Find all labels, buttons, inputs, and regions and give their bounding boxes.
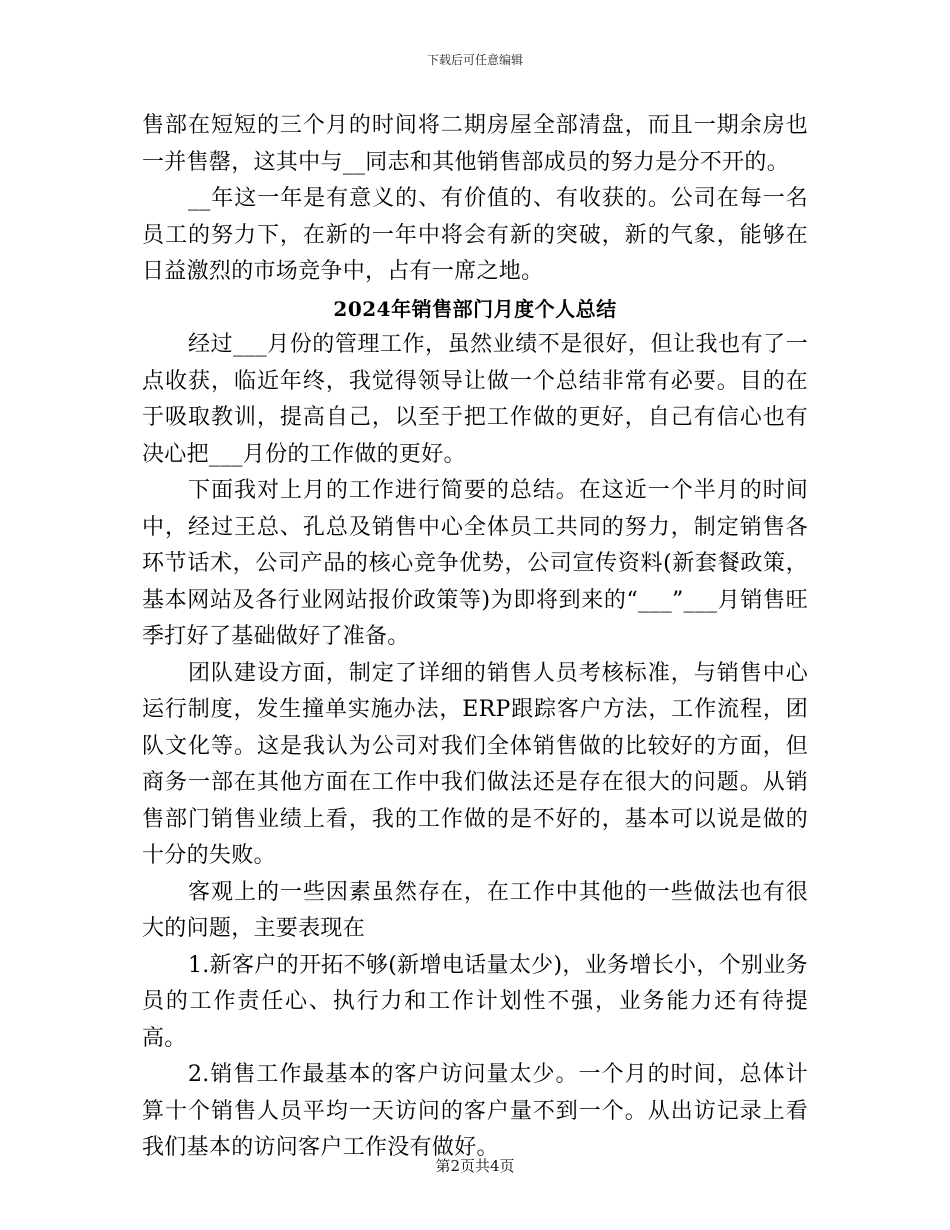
paragraph-intro: 经过___月份的管理工作，虽然业绩不是很好，但让我也有了一点收获，临近年终，我觉得领导让做一个总结非常有必要。目的在于吸取教训，提高自己，以至于把工作做的更好，自己有信心也有决心把___月份的工作做的更好。 <box>142 332 808 467</box>
paragraph-problems-intro: 客观上的一些因素虽然存在，在工作中其他的一些做法也有很大的问题，主要表现在 <box>142 879 808 941</box>
list-item-1: 1.新客户的开拓不够(新增电话量太少)，业务增长小，个别业务员的工作责任心、执行力和工作计划性不强，业务能力还有待提高。 <box>142 952 808 1051</box>
section-title: 2024年销售部门月度个人总结 <box>333 296 617 321</box>
paragraph-team-building: 团队建设方面，制定了详细的销售人员考核标准，与销售中心运行制度，发生撞单实施办法，ERP跟踪客户方法，工作流程，团队文化等。这是我认为公司对我们全体销售做的比较好的方面，但商务一部在其他方面在工作中我们做法还是存在很大的问题。从销售部门销售业绩上看，我的工作做的是不好的，基本可以说是做的十分的失败。 <box>142 660 808 868</box>
page-header: 下载后可任意编辑 <box>426 53 523 67</box>
page-footer: 第2页共4页 <box>435 1157 515 1175</box>
paragraph-work-summary: 下面我对上月的工作进行简要的总结。在这近一个半月的时间中，经过王总、孔总及销售中心全体员工共同的努力，制定销售各环节话术，公司产品的核心竞争优势，公司宣传资料(新套餐政策，基本网站及各行业网站报价政策等)为即将到来的“___”___月销售旺季打好了基础做好了准备。 <box>142 478 808 649</box>
document-body <box>142 108 808 1167</box>
paragraph-continuation: 售部在短短的三个月的时间将二期房屋全部清盘，而且一期余房也一并售罄，这其中与__同志和其他销售部成员的努力是分不开的。 <box>142 113 808 175</box>
list-item-2: 2.销售工作最基本的客户访问量太少。一个月的时间，总体计算十个销售人员平均一天访问的客户量不到一个。从出访记录上看我们基本的访问客户工作没有做好。 <box>142 1062 808 1160</box>
paragraph-year-summary: __年这一年是有意义的、有价值的、有收获的。公司在每一名员工的努力下，在新的一年中将会有新的突破，新的气象，能够在日益激烈的市场竞争中，占有一席之地。 <box>142 186 808 284</box>
